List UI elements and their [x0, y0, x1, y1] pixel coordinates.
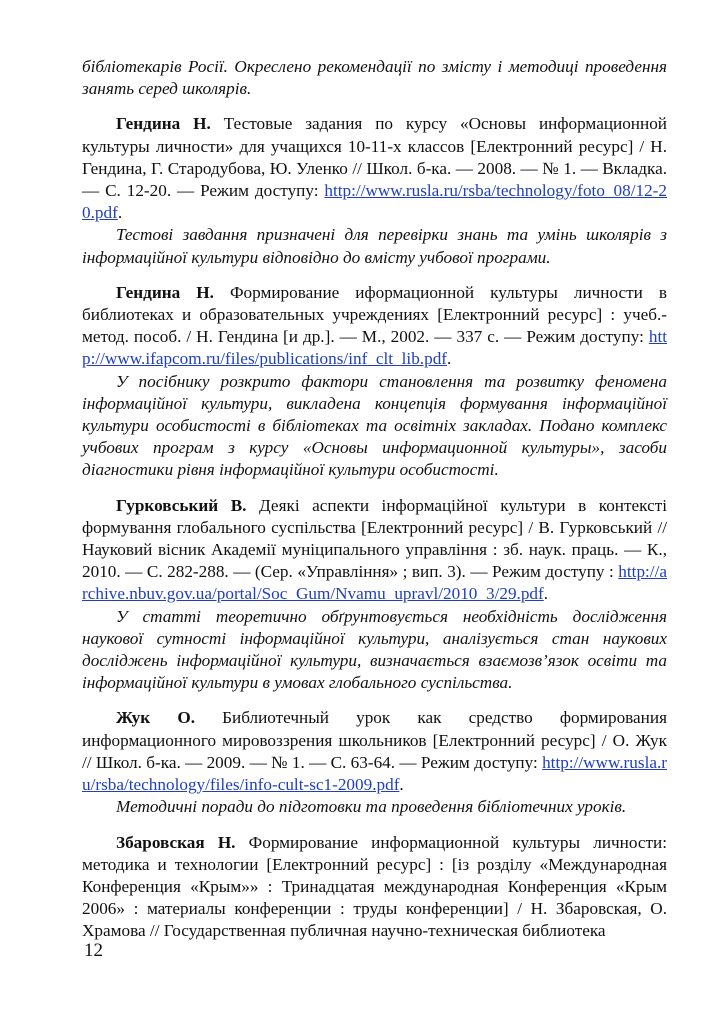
- entry-text: Формирование информационной культуры личности: методика и технологии [Електронний ресурс] : [із розділу «Международная Конференция «Крым»» : Тринадцатая международная Конференция «Крым 2006» : материалы конференции : труды конференции] / Н. Збаровская, О. Храмова // Государственная публичная научно-техническая библиотека: [82, 832, 667, 941]
- entry-after: .: [543, 584, 549, 604]
- entry-link[interactable]: http://www.ifapcom.ru/files/publications/inf_clt_lib.pdf: [82, 327, 667, 369]
- entry-citation: [82, 495, 667, 606]
- entry-citation: [82, 113, 667, 224]
- entry-citation: [82, 707, 667, 796]
- entry-citation: [82, 832, 667, 943]
- entry-author: Гурковський В.: [116, 495, 247, 515]
- entry-link[interactable]: http://www.rusla.ru/rsba/technology/files/info-cult-sc1-2009.pdf: [82, 752, 667, 795]
- entry-author: Жук О.: [116, 708, 195, 728]
- entry-annotation: У посібнику розкрито фактори становлення та розвитку феномена інформаційної культури, викладена концепція формування інформаційної культури особистості в бібліотеках та освітніх закладах. Подано комплекс учбових програм з курсу «Основы информационной культуры», засоби діагностики рівня інформаційної культури особистості.: [82, 371, 667, 480]
- entry-text: Библиотечный урок как средство формирования информационного мировоззрения школьников [Електронний ресурс] / О. Жук // Школ. б-ка. — 2009. — № 1. — С. 63-64. — Режим доступу:: [82, 708, 667, 772]
- entry-annotation: Методичні поради до підготовки та проведення бібліотечних уроків.: [116, 797, 627, 817]
- entry-annotation: У статті теоретично обґрунтовується необхідність дослідження наукової сутності інформаційної культури, аналізується стан наукових досліджень інформаційної культури, визначається взаємозв’язок освіти та інформаційної культури в умовах глобального суспільства.: [82, 606, 667, 693]
- entry-link[interactable]: http://www.rusla.ru/rsba/technology/foto_08/12-20.pdf: [82, 181, 667, 223]
- entry-after: .: [447, 349, 452, 369]
- entry-link[interactable]: http://archive.nbuv.gov.ua/portal/Soc_Gum/Nvamu_upravl/2010_3/29.pdf: [82, 562, 667, 604]
- entry-after: .: [117, 203, 123, 223]
- entry-text: Деякі аспекти інформаційної культури в контексті формування глобального суспільства [Електронний ресурс] / В. Гурковський // Науковий вісник Академії муніципального управління : зб. наук. праць. — К., 2010. — С. 282-288. — (Сер. «Управління» ; вип. 3). — Режим доступу :: [82, 495, 667, 582]
- page-number: 12: [84, 940, 103, 961]
- entry-author: Збаровская Н.: [116, 832, 236, 852]
- entry-text: Формирование иформационной культуры личности в библиотеках и образовательных учреждениях [Електронний ресурс] : учеб.-метод. пособ. / Н. Гендина [и др.]. — М., 2002. — 337 с. — Режим доступу:: [82, 282, 667, 347]
- bibliography-entry-1: [82, 113, 667, 268]
- entry-author: Гендина Н.: [116, 282, 214, 302]
- intro-annotation: бібліотекарів Росії. Окреслено рекомендації по змісту і методиці проведення занять серед школярів.: [82, 57, 667, 99]
- entry-annotation: Тестові завдання призначені для перевірки знань та умінь школярів з інформаційної культури відповідно до вмісту учбової програми.: [82, 225, 667, 267]
- document-page: [82, 56, 667, 943]
- bibliography-entry-3: [82, 495, 667, 695]
- entry-citation: [82, 282, 667, 371]
- entry-text: Тестовые задания по курсу «Основы информационной культуры личности» для учащихся 10-11-х классов [Електронний ресурс] / Н. Гендина, Г. Стародубова, Ю. Уленко // Школ. б-ка. — 2008. — № 1. — Вкладка. — С. 12-20. — Режим доступу:: [82, 114, 667, 201]
- bibliography-entry-4: [82, 707, 667, 818]
- bibliography-entry-2: [82, 282, 667, 482]
- entry-author: Гендина Н.: [116, 114, 211, 134]
- entry-after: .: [399, 775, 404, 795]
- bibliography-entry-5: [82, 832, 667, 943]
